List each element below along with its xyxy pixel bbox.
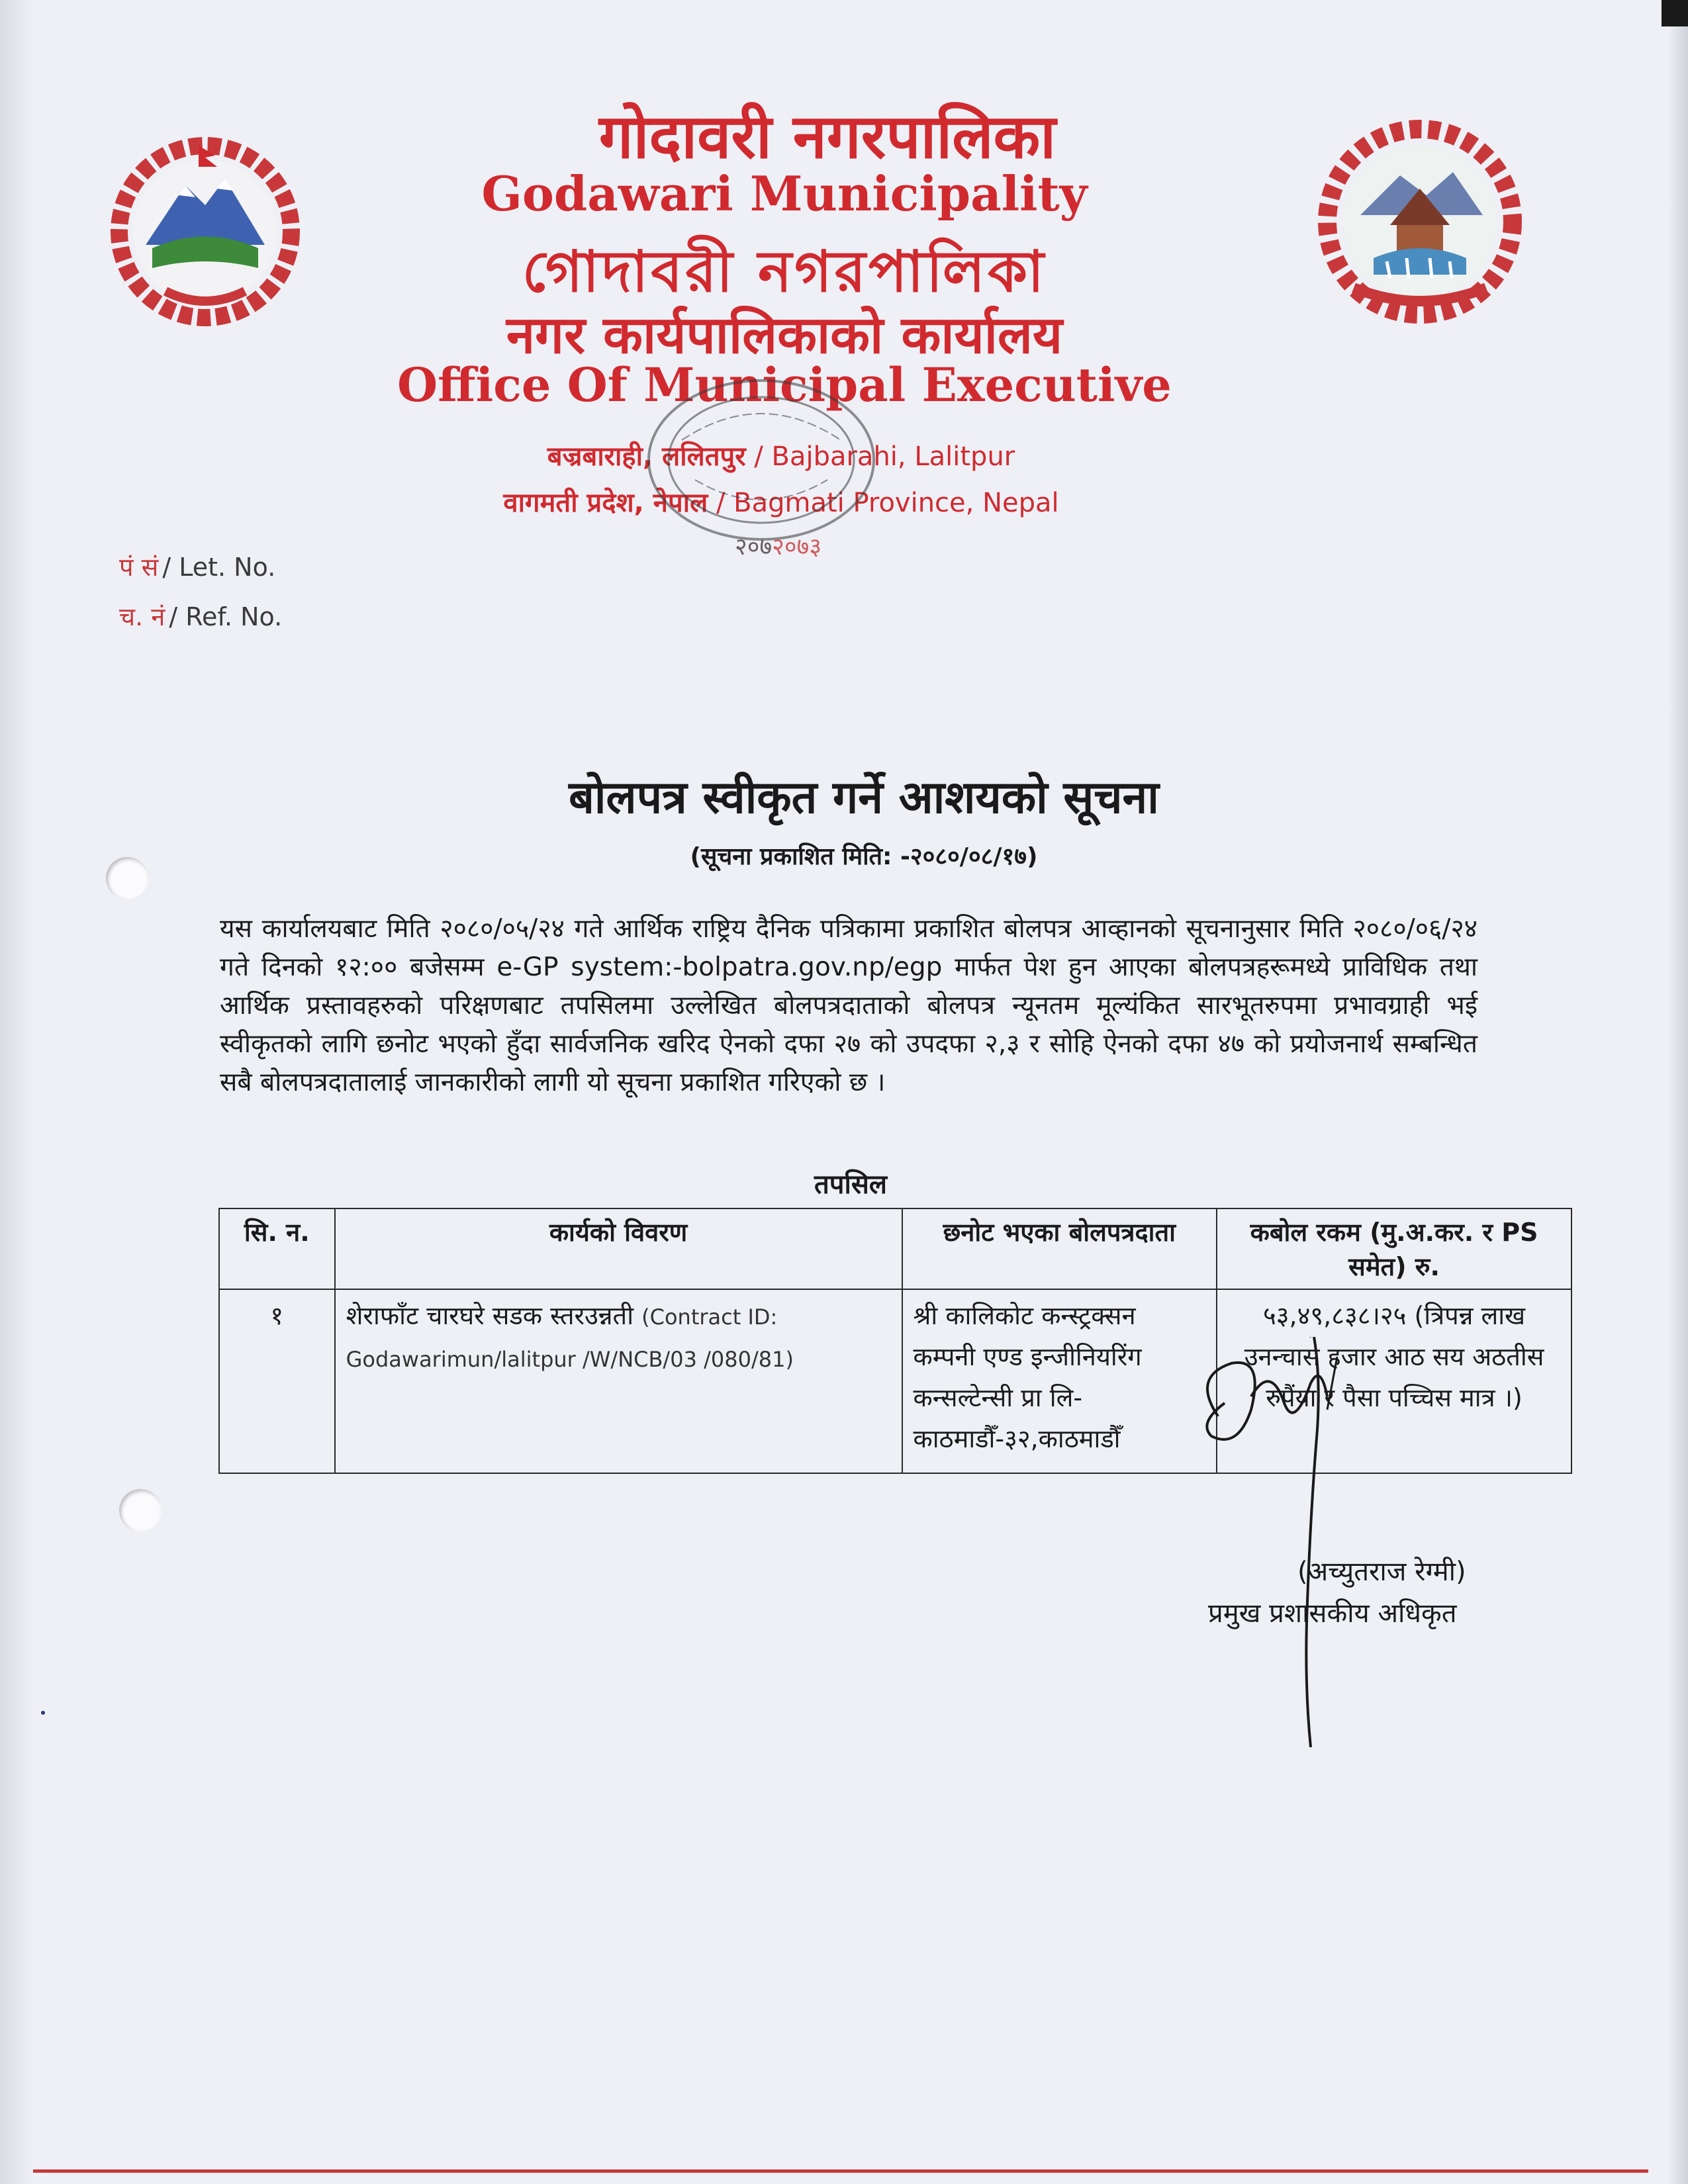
scan-speck (41, 1711, 45, 1715)
scan-edge-right (1668, 0, 1688, 2184)
office-name-english: Office Of Municipal Executive (397, 357, 1172, 412)
column-header-work: कार्यको विवरण (335, 1208, 902, 1289)
office-name-nepali: नगर कार्यपालिकाको कार्यालय (506, 306, 1063, 365)
reference-number-field (119, 599, 282, 633)
stamp-year (735, 529, 821, 562)
schedule-heading: तपसिल (814, 1169, 888, 1200)
letter-number-label-np: पं सं (119, 553, 159, 582)
punch-hole (119, 1489, 162, 1531)
letter-number-field (119, 549, 275, 584)
cell-amount: ५३,४९,८३८।२५ (त्रिपन्न लाख उनन्चास हजार आठ सय अठतीस रुपैंया र पैसा पच्चिस मात्र ।) (1217, 1289, 1571, 1473)
signatory-designation: प्रमुख प्रशासकीय अधिकृत (1208, 1598, 1457, 1629)
stamp-year-black: २०७ (735, 533, 773, 561)
work-description: शेराफाँट चारघरे सडक स्तरउन्नती (346, 1301, 634, 1330)
reference-number-label-np: च. नं (119, 602, 165, 631)
cell-bidder: श्री कालिकोट कन्स्ट्रक्सन कम्पनी एण्ड इन्जीनियरिंग कन्सल्टेन्सी प्रा लि- काठमाडौँ-३२,काठमाडौँ (902, 1289, 1217, 1473)
cell-work (335, 1289, 902, 1473)
notice-title: बोलपत्र स्वीकृत गर्ने आशयको सूचना (569, 772, 1159, 824)
municipality-name-english: Godawari Municipality (481, 165, 1088, 222)
column-header-bidder: छनोट भएका बोलपत्रदाता (902, 1208, 1217, 1289)
column-header-amount: कबोल रकम (मु.अ.कर. र PS समेत) रु. (1217, 1208, 1571, 1289)
address-nepali-2: वागमती प्रदेश, नेपाल (503, 488, 708, 518)
footer-rule (33, 2169, 1648, 2173)
contract-id: (Contract ID: Godawarimun/lalitpur /W/NCB/03 /080/81) (346, 1304, 794, 1372)
cell-sn: १ (219, 1289, 335, 1473)
column-header-sn: सि. न. (219, 1208, 335, 1289)
address-nepali-1: बज्रबाराही, ललितपुर (547, 441, 746, 472)
notice-body: यस कार्यालयबाट मिति २०८०/०५/२४ गते आर्थिक राष्ट्रिय दैनिक पत्रिकामा प्रकाशित बोलपत्र आव्हानको सूचनानुसार मिति २०८०/०६/२४ गते दिनको १२:०० बजेसम्म e-GP system:-bolpatra.gov.np/egp मार्फत पेश हुन आएका बोलपत्रहरूमध्ये प्राविधिक तथा आर्थिक प्रस्तावहरुको परिक्षणबाट तपसिलमा उल्लेखित बोलपत्रदाताको बोलपत्र न्यूनतम मूल्यंकित सारभूतरुपमा प्रभावग्राही भई स्वीकृतको लागि छनोट भएको हुँदा सार्वजनिक खरिद ऐनको दफा २७ को उपदफा २,३ र सोहि ऐनको दफा ४७ को प्रयोजनार्थ सम्बन्धित सबै बोलपत्रदातालाई जानकारीको लागी यो सूचना प्रकाशित गरिएको छ । (220, 914, 1477, 1097)
notice-published-date: (सूचना प्रकाशित मिति: -२०८०/०८/१७) (690, 843, 1038, 870)
letter-number-label-en: / Let. No. (162, 553, 276, 582)
table-header-row (219, 1208, 1571, 1289)
address-english-2: / Bagmati Province, Nepal (716, 488, 1059, 518)
stamp-year-red: २०७३ (772, 533, 822, 561)
signatory-name: (अच्युतराज रेग्मी) (1297, 1557, 1466, 1587)
address-english-1: / Bajbarahi, Lalitpur (754, 441, 1015, 472)
reference-number-label-en: / Ref. No. (169, 602, 283, 631)
municipality-name-nepali: गोदावरी नगरपालिका (598, 101, 1056, 172)
scan-corner-mark (1662, 0, 1688, 26)
municipality-name-newari: গোদাবরী নগরপালিকা (522, 239, 1047, 305)
